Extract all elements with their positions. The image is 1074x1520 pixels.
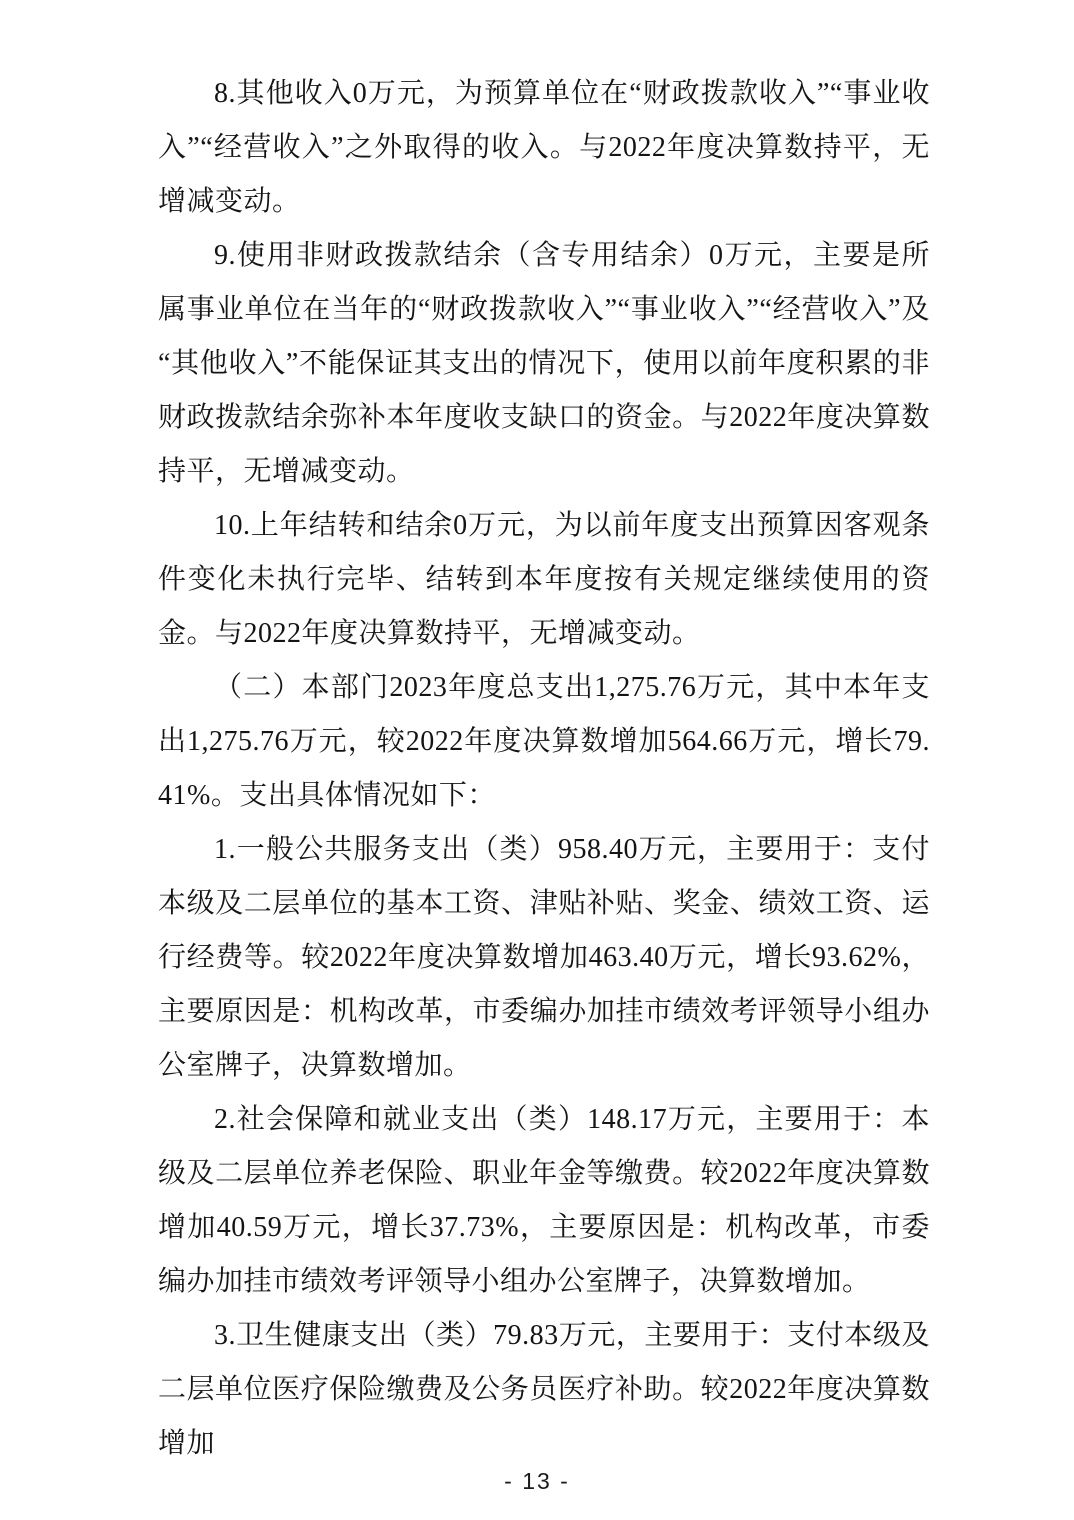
- paragraph-other-income: 8.其他收入0万元，为预算单位在“财政拨款收入”“事业收入”“经营收入”之外取得的收入。与2022年度决算数持平，无增减变动。: [158, 78, 930, 217]
- page-footer: [0, 1468, 1074, 1495]
- page-number: - 13 -: [504, 1468, 570, 1494]
- paragraph-general-public-services-expenditure: 1.一般公共服务支出（类）958.40万元，主要用于：支付本级及二层单位的基本工资、津贴补贴、奖金、绩效工资、运行经费等。较2022年度决算数增加463.40万元，增长93.62%，主要原因是：机构改革，市委编办加挂市绩效考评领导小组办公室牌子，决算数增加。: [158, 834, 930, 1081]
- paragraph-health-expenditure: 3.卫生健康支出（类）79.83万元，主要用于：支付本级及二层单位医疗保险缴费及公务员医疗补助。较2022年度决算数增加: [158, 1320, 930, 1459]
- paragraph-social-security-expenditure: 2.社会保障和就业支出（类）148.17万元，主要用于：本级及二层单位养老保险、职业年金等缴费。较2022年度决算数增加40.59万元，增长37.73%，主要原因是：机构改革，市委编办加挂市绩效考评领导小组办公室牌子，决算数增加。: [158, 1104, 930, 1297]
- paragraph-section-total-expenditure: （二）本部门2023年度总支出1,275.76万元，其中本年支出1,275.76万元，较2022年度决算数增加564.66万元，增长79.41%。支出具体情况如下：: [158, 672, 930, 811]
- paragraph-non-fiscal-carryover: 9.使用非财政拨款结余（含专用结余）0万元，主要是所属事业单位在当年的“财政拨款收入”“事业收入”“经营收入”及“其他收入”不能保证其支出的情况下，使用以前年度积累的非财政拨款结余弥补本年度收支缺口的资金。与2022年度决算数持平，无增减变动。: [158, 240, 930, 487]
- document-body: [158, 67, 930, 1471]
- paragraph-prior-year-carryover: 10.上年结转和结余0万元，为以前年度支出预算因客观条件变化未执行完毕、结转到本年度按有关规定继续使用的资金。与2022年度决算数持平，无增减变动。: [158, 510, 930, 649]
